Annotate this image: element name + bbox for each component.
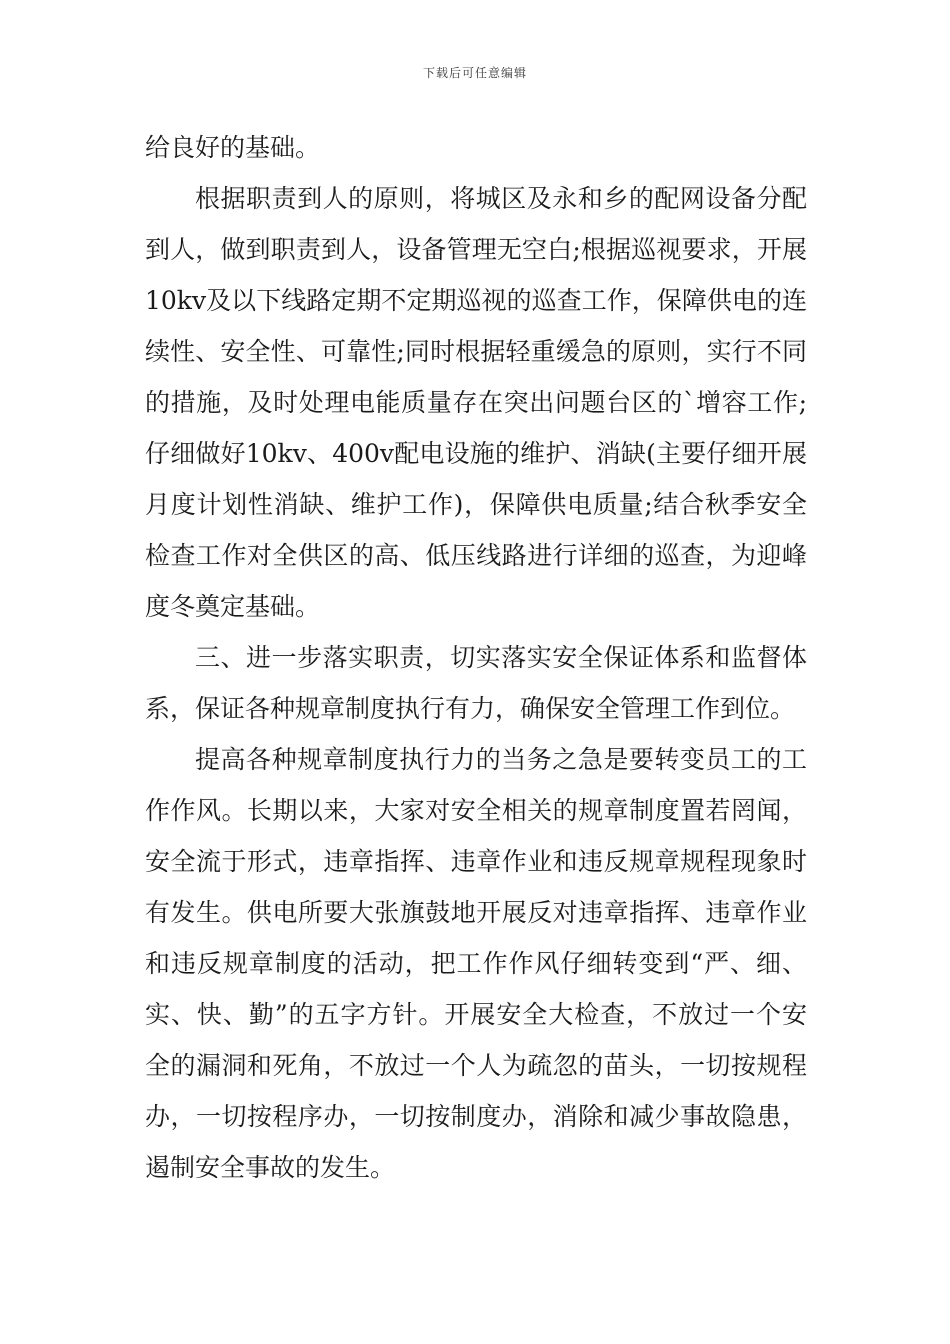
- document-body: [145, 122, 807, 1193]
- paragraph: 给良好的基础。: [145, 133, 321, 162]
- page-header: 下载后可任意编辑: [422, 66, 527, 80]
- paragraph: 三、进一步落实职责，切实落实安全保证体系和监督体系，保证各种规章制度执行有力，确保安全管理工作到位。: [145, 643, 807, 723]
- paragraph: 根据职责到人的原则，将城区及永和乡的配网设备分配到人，做到职责到人，设备管理无空白;根据巡视要求，开展10kv及以下线路定期不定期巡视的巡查工作，保障供电的连续性、安全性、可靠性;同时根据轻重缓急的原则，实行不同的措施，及时处理电能质量存在突出问题台区的`增容工作;仔细做好10kv、400v配电设施的维护、消缺(主要仔细开展月度计划性消缺、维护工作)，保障供电质量;结合秋季安全检查工作对全供区的高、低压线路进行详细的巡查，为迎峰度冬奠定基础。: [145, 184, 807, 621]
- paragraph: 提高各种规章制度执行力的当务之急是要转变员工的工作作风。长期以来，大家对安全相关的规章制度置若罔闻，安全流于形式，违章指挥、违章作业和违反规章规程现象时有发生。供电所要大张旗鼓地开展反对违章指挥、违章作业和违反规章制度的活动，把工作作风仔细转变到“严、细、实、快、勤”的五字方针。开展安全大检查，不放过一个安全的漏洞和死角，不放过一个人为疏忽的苗头，一切按规程办，一切按程序办，一切按制度办，消除和减少事故隐患，遏制安全事故的发生。: [145, 745, 807, 1182]
